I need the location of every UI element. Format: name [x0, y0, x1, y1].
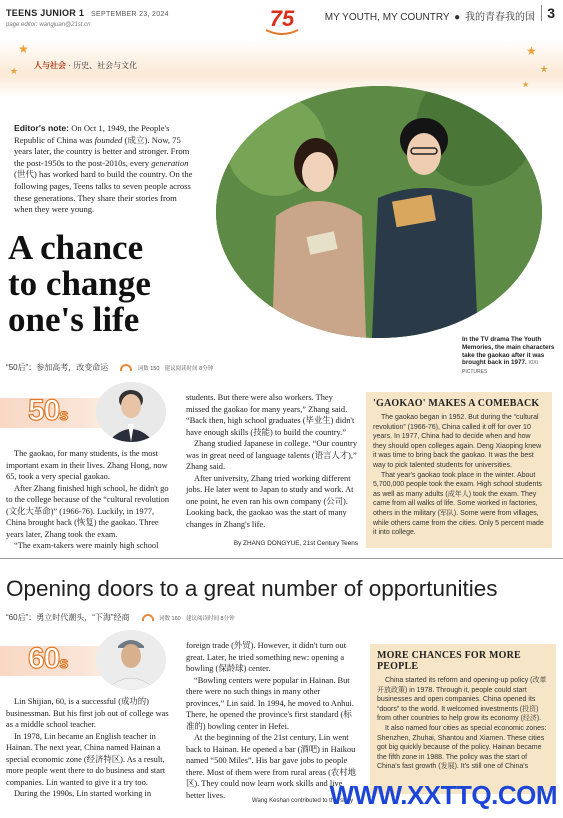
- page-number: 3: [541, 5, 555, 21]
- section-label: TEENS JUNIOR 1: [6, 8, 85, 18]
- star-icon: ★: [18, 42, 29, 56]
- story1-column-2: students. But there were also workers. They missed the gaokao for many years,” Zhang said. “Back then, high school graduates (毕业生) didn't have enough skills (技能) to build the country.” Zhang studied Japanese in college. “Our country was in great need of language talents (语言人才),” Zhang said. After university, Zhang tried working different jobs. He later went to Japan to study and work. At one point, he even ran his own company (公司). Looking back, the gaokao was the start of many changes in Zhang's life.: [186, 393, 358, 529]
- photo-credit: XIXI PICTURES: [462, 360, 538, 376]
- sidebar-text: The gaokao began in 1952. But during the “cultural revolution” (1966-76), China called it off for over 10 years. In 1977, China had to decide when and how they should open colleges again. Deng Xiaoping knew it was time to bring back the gaokao. It was the best way to pick talented students for universities. That year's gaokao took place in the winter. About 5,700,000 people took the exam. High school students as well as many adults (成年人) took the exam. They came from all walks of life. Some worked in factories, others in the military (军队). Some were from villages, while others came from the cities. Only 5 percent made it into college.: [373, 414, 544, 537]
- photo-caption: In the TV drama The Youth Memories, the main characters take the gaokao after it was brought back in 1977. XIXI PICTURES: [462, 336, 555, 376]
- read-time: 建议阅读时间 8分钟: [185, 616, 235, 622]
- tagline-bold: 人与社会: [34, 61, 66, 70]
- story2-credit: Wang Keshan contributed to this story: [252, 798, 354, 804]
- gauge-icon: [120, 364, 132, 371]
- word-count: 词数 160: [159, 616, 181, 622]
- read-time: 建议阅读时间 8分钟: [164, 366, 214, 372]
- sidebar-text: China started its reform and opening-up policy (改革开放政策) in 1978. Through it, people could start businesses and open companies. China opened its “doors” to the world. It welcomed investments (投资) from other countries to help grow its economy (经济). It also named four cities as special economic zones: Shenzhen, Zhuhai, Shantou and Xiamen. These cities got big quickly because of the policy. Hainan became the fifth zone in 1988. The policy was the start of China's fast growth (发展). It's still one of China's: [377, 677, 547, 771]
- portrait-lin-shijian: [96, 630, 166, 690]
- issue-date: SEPTEMBER 23, 2024: [91, 11, 169, 18]
- gauge-icon: [142, 614, 154, 621]
- bullet-icon: ●: [454, 12, 461, 23]
- story1-byline: By ZHANG DONGYUE, 21st Century Teens: [233, 540, 358, 547]
- star-icon: ★: [540, 64, 549, 74]
- topic-en: MY YOUTH, MY COUNTRY: [324, 12, 450, 23]
- star-icon: ★: [526, 44, 537, 58]
- section-title: [6, 8, 169, 18]
- star-icon: ★: [10, 66, 19, 76]
- sidebar-more-chances: [370, 644, 556, 794]
- headline-story1: A chance to change one's life: [8, 228, 151, 339]
- story2-column-1: Lin Shijian, 60, is a successful (成功的) businessman. But his first job out of college was as a middle school teacher. In 1978, Lin became an English teacher in Hainan. The next year, China named Hainan a special economic zone (经济特区). As a result, more people went there to do business and start companies. Lin wanted to give it a try too. During the 1990s, Lin started working in: [6, 697, 169, 798]
- topic-zh: 我的青春我的国: [465, 12, 535, 23]
- site-watermark: WWW.XXTTQ.COM: [329, 780, 557, 810]
- age-label-60s: 60s: [28, 642, 68, 675]
- logo-number: 75: [269, 6, 295, 31]
- topic-header: [325, 8, 535, 23]
- sidebar-title: MORE CHANCES FOR MORE PEOPLE: [377, 650, 521, 672]
- word-count: 词数 150: [137, 366, 160, 372]
- story1-zh-title: “50后”：参加高考，改变命运: [6, 363, 109, 372]
- page-editor: page editor: wangjuan@21st.cn: [6, 22, 91, 28]
- anniversary-logo: [262, 4, 302, 38]
- tagline-rest: · 历史、社会与文化: [66, 61, 138, 70]
- star-icon: ★: [522, 80, 530, 89]
- headline-story2: Opening doors to a great number of opportunities: [6, 576, 498, 601]
- story2-meta: [6, 612, 235, 623]
- age-label-50s: 50s: [28, 394, 68, 427]
- sidebar-title: 'GAOKAO' MAKES A COMEBACK: [373, 398, 540, 409]
- portrait-zhang-hong: [96, 382, 166, 442]
- sidebar-gaokao: [366, 392, 552, 548]
- section-divider: [0, 558, 563, 559]
- story1-column-1: The gaokao, for many students, is the most important exam in their lives. Zhang Hong, now 65, took a very special gaokao. After Zhang finished high school, he didn't go to the college because of the “cultural revolution (文化大革命)” (1966-76). Luckily, in 1977, China brought back (恢复) the gaokao. Three years later, Zhang took the exam. “The exam-takers were mainly high school: [6, 449, 170, 550]
- editor-note-label: Editor's note:: [14, 123, 70, 133]
- story2-column-2: foreign trade (外贸). However, it didn't turn out great. Later, he tried something new: opening a bowling (保龄球) center. “Bowling centers were popular in Hainan. But there were no such things in many other provinces,” Lin said. In 1994, he moved to Anhui. There, he opened the province's first standard (标准的) bowling center in Hefei. At the beginning of the 21st century, Lin went back to Hainan. He opened a bar (酒吧) in Haikou named “500 Miles”. His bar gave jobs to people there. Most of them were from rural areas (农村地区). They could now learn work skills and live better lives.: [186, 641, 356, 800]
- story1-meta: [6, 362, 213, 373]
- column-tagline: [34, 60, 137, 71]
- story2-zh-title: “60后”：勇立时代潮头，“下海”经商: [6, 613, 130, 622]
- editor-note: Editor's note: On Oct 1, 1949, the People's Republic of China was founded (成立). Now, 75 years later, the country is better and stronger. From the post-1950s to the post-2010s, every generation (世代) has worked hard to build the country. On the following pages, Teens talks to seven people across these generations. They share their stories from when they were young.: [14, 123, 193, 215]
